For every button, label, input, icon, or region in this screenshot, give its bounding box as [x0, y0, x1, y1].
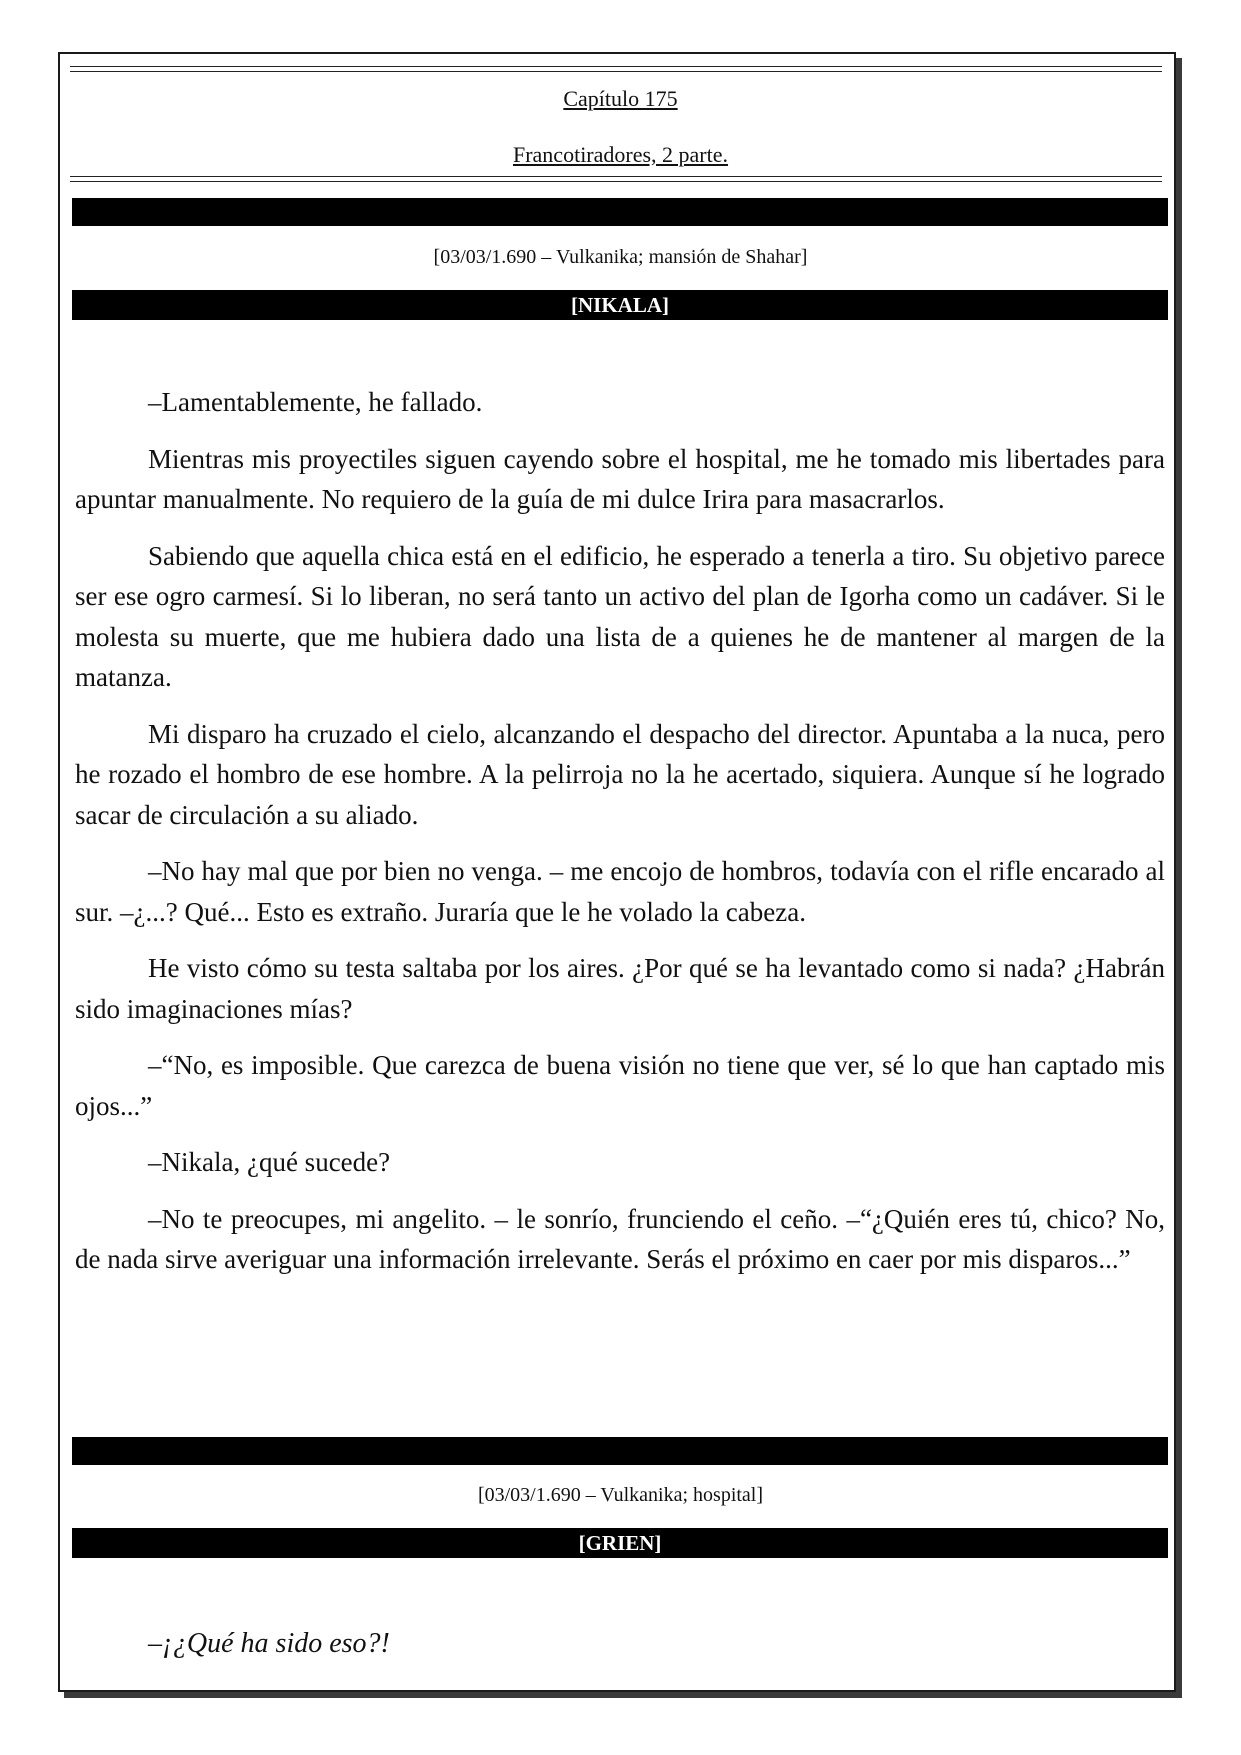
paragraph: He visto cómo su testa saltaba por los aires. ¿Por qué se ha levantado como si nada? ¿Habrán sido imaginaciones mías? [75, 953, 1165, 1024]
narrator-label-bar-2: [GRIEN] [72, 1528, 1168, 1558]
scene-divider-bar [72, 198, 1168, 226]
paragraph: –Nikala, ¿qué sucede? [148, 1147, 391, 1177]
paragraph: Mientras mis proyectiles siguen cayendo sobre el hospital, me he tomado mis libertades para apuntar manualmente. No requiero de la guía de mi dulce Irira para masacrarlos. [75, 443, 1165, 514]
paragraph: –No te preocupes, mi angelito. – le sonrío, frunciendo el ceño. –“¿Quién eres tú, chico? No, de nada sirve averiguar una información irrelevante. Serás el próximo en caer por mis disparos...” [75, 1203, 1165, 1274]
bottom-double-rule [70, 176, 1162, 182]
paragraph: Sabiendo que aquella chica está en el edificio, he esperado a tenerla a tiro. Su objetivo parece ser ese ogro carmesí. Si lo liberan, no será tanto un activo del plan de Igorha como un cadáver. Si le molesta su muerte, que me hubiera dado una lista de a quienes he de mantener al margen de la matanza. [75, 540, 1165, 692]
paragraph: Mi disparo ha cruzado el cielo, alcanzando el despacho del director. Apuntaba a la nuca, pero he rozado el hombro de ese hombre. A la pelirroja no la he acertado, siquiera. Aunque sí he logrado sacar de circulación a su aliado. [75, 718, 1165, 830]
body-text [75, 382, 1165, 1296]
chapter-number: Capítulo 175 [563, 86, 678, 111]
final-line: –¡¿Qué ha sido eso?! [148, 1628, 390, 1659]
scene-divider-bar-2 [72, 1437, 1168, 1465]
scene-location-2: [03/03/1.690 – Vulkanika; hospital] [477, 1484, 764, 1506]
paragraph: –Lamentablemente, he fallado. [148, 387, 483, 417]
chapter-subtitle: Francotiradores, 2 parte. [512, 142, 729, 167]
top-double-rule [70, 66, 1162, 72]
paragraph: –No hay mal que por bien no venga. – me encojo de hombros, todavía con el rifle encarado al sur. –¿...? Qué... Esto es extraño. Juraría que le he volado la cabeza. [75, 856, 1165, 927]
paragraph: –“No, es imposible. Que carezca de buena visión no tiene que ver, sé lo que han captado mis ojos...” [75, 1050, 1165, 1121]
scene-location: [03/03/1.690 – Vulkanika; mansión de Shahar] [433, 246, 808, 268]
narrator-label-bar: [NIKALA] [72, 290, 1168, 320]
